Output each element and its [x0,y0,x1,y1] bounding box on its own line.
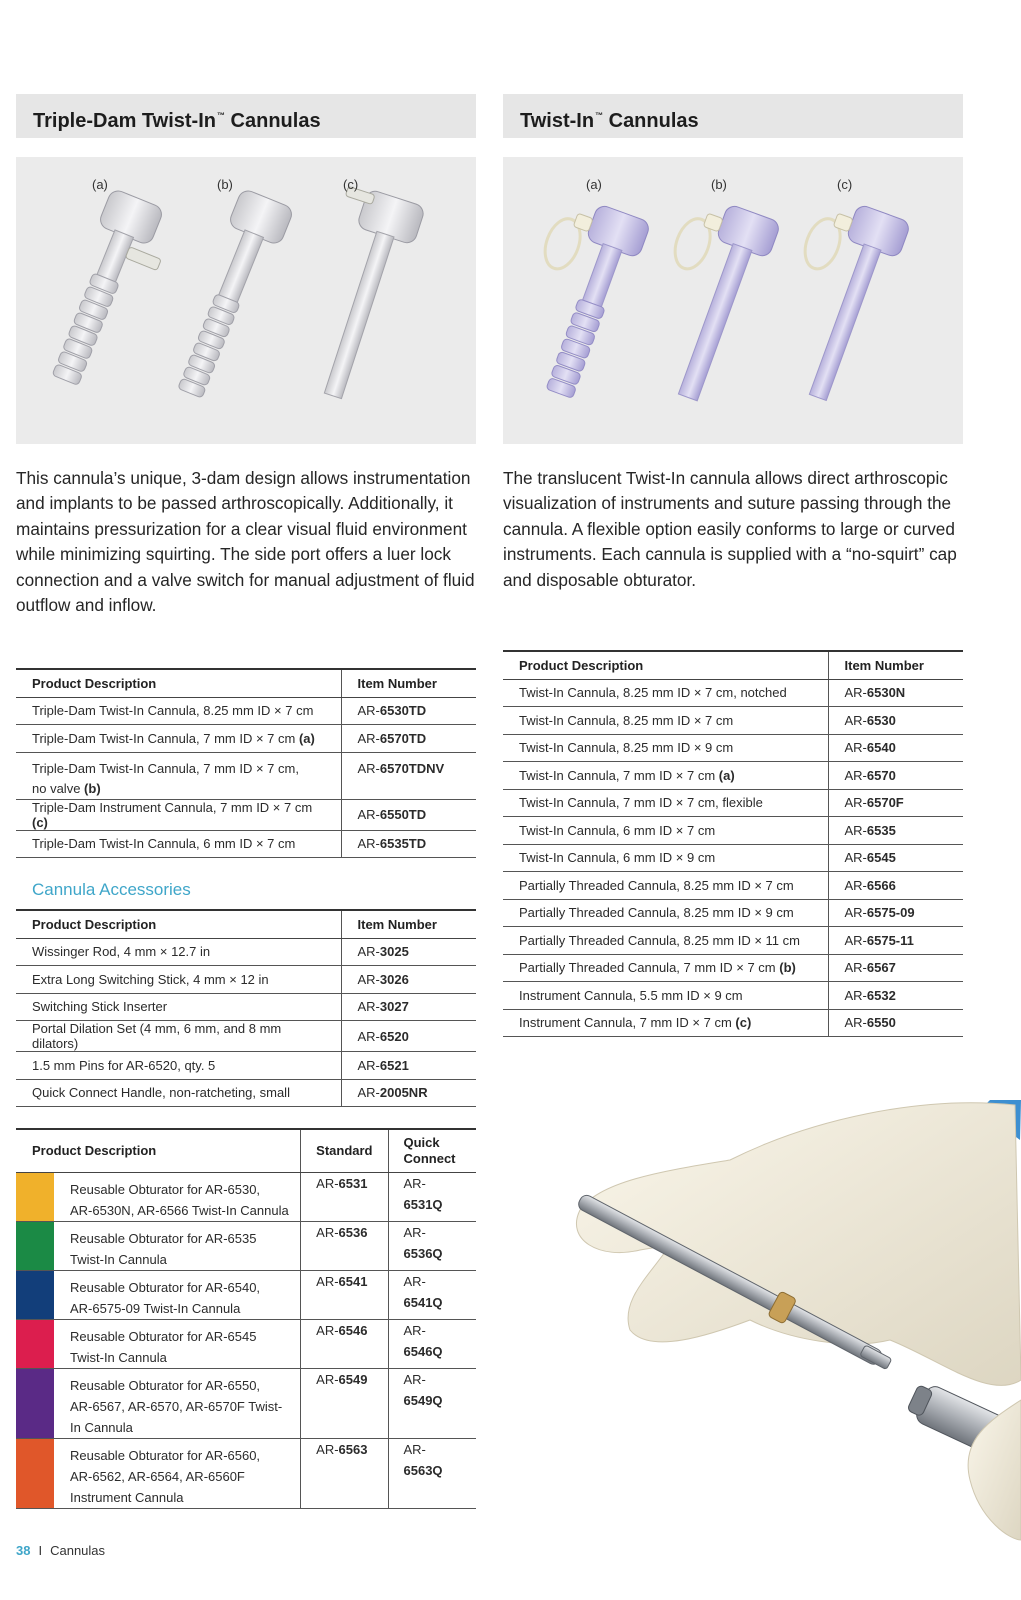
quick-connect-number: AR-6563Q [388,1438,476,1508]
footer-separator: I [38,1543,43,1558]
product-description: Twist-In Cannula, 8.25 mm ID × 7 cm, notched [503,679,828,707]
color-swatch [16,1438,54,1508]
table-row [503,679,963,707]
table-row [503,954,963,982]
table-row [16,1021,476,1052]
table-row [16,1172,476,1221]
product-description: Reusable Obturator for AR-6535 Twist-In Cannula [54,1221,301,1270]
obturator-table [16,1128,476,1509]
twist-in-cannulas-photo [503,157,963,444]
item-number: AR-6570 [828,762,963,790]
table-row [503,927,963,955]
item-number: AR-6535TD [341,830,476,858]
table-row [503,817,963,845]
item-number: AR-6570F [828,789,963,817]
page-number: 38 [16,1543,31,1558]
table-row [503,707,963,735]
item-number: AR-6530N [828,679,963,707]
obturator-table-wrap [16,1128,476,1509]
twist-in-table [503,650,963,1037]
product-description: Partially Threaded Cannula, 8.25 mm ID × 7 cm [503,872,828,900]
product-description: Switching Stick Inserter [16,993,341,1021]
table-row [503,872,963,900]
quick-connect-number: AR-6541Q [388,1270,476,1319]
column-header-item-number: Item Number [828,651,963,679]
table-row [16,752,476,799]
table-row [503,899,963,927]
section-title-text: Twist-In [520,110,595,132]
column-header-description: Product Description [503,651,828,679]
product-description: Partially Threaded Cannula, 7 mm ID × 7 cm (b) [503,954,828,982]
item-number: AR-6550 [828,1009,963,1037]
item-number: AR-6567 [828,954,963,982]
column-header-item-number: Item Number [341,669,476,697]
product-description: Reusable Obturator for AR-6540, AR-6575-09 Twist-In Cannula [54,1270,301,1319]
table-row [16,725,476,753]
table-row [503,982,963,1010]
quick-connect-number: AR-6546Q [388,1319,476,1368]
quick-connect-number: AR-6531Q [388,1172,476,1221]
color-swatch [16,1221,54,1270]
column-header-description: Product Description [16,669,341,697]
product-description: Twist-In Cannula, 7 mm ID × 7 cm, flexible [503,789,828,817]
product-description: Instrument Cannula, 5.5 mm ID × 9 cm [503,982,828,1010]
product-description: Triple-Dam Twist-In Cannula, 7 mm ID × 7 cm, no valve (b) [16,752,341,799]
table-row [16,993,476,1021]
table-row [16,1221,476,1270]
item-number: AR-6540 [828,734,963,762]
trademark-mark: ™ [216,111,225,120]
product-description: Partially Threaded Cannula, 8.25 mm ID × 9 cm [503,899,828,927]
table-row [16,1052,476,1080]
table-row [16,1079,476,1107]
standard-number: AR-6536 [301,1221,388,1270]
standard-number: AR-6546 [301,1319,388,1368]
product-description: Twist-In Cannula, 8.25 mm ID × 9 cm [503,734,828,762]
item-number: AR-6575-11 [828,927,963,955]
triple-dam-cannulas-illustration [16,157,476,444]
item-number: AR-3026 [341,966,476,994]
item-number: AR-3025 [341,938,476,966]
color-swatch [16,1270,54,1319]
item-number: AR-6575-09 [828,899,963,927]
product-description: Twist-In Cannula, 6 mm ID × 7 cm [503,817,828,845]
twist-in-table-wrap [503,650,963,1037]
column-header-quick-connect: Quick Connect [388,1129,476,1172]
table-row [503,1009,963,1037]
table-row [16,830,476,858]
photo-label-b: (b) [711,177,727,192]
table-row [16,1270,476,1319]
photo-label-b: (b) [217,177,233,192]
item-number: AR-6570TD [341,725,476,753]
quick-connect-number: AR-6536Q [388,1221,476,1270]
item-number: AR-6550TD [341,799,476,830]
table-row [16,1438,476,1508]
table-row [16,697,476,725]
photo-label-c: (c) [837,177,853,192]
color-swatch [16,1368,54,1438]
product-description: Triple-Dam Twist-In Cannula, 6 mm ID × 7 cm [16,830,341,858]
color-swatch [16,1172,54,1221]
triple-dam-table-wrap [16,668,476,858]
product-description: Reusable Obturator for AR-6550, AR-6567, AR-6570, AR-6570F Twist- In Cannula [54,1368,301,1438]
section-title-text: Triple-Dam Twist-In [33,110,216,132]
section-title-suffix: Cannulas [224,110,321,132]
table-header-row [16,669,476,697]
item-number: AR-2005NR [341,1079,476,1107]
product-description: Extra Long Switching Stick, 4 mm × 12 in [16,966,341,994]
photo-label-a: (a) [586,177,602,192]
product-description: 1.5 mm Pins for AR-6520, qty. 5 [16,1052,341,1080]
column-header-description: Product Description [16,910,341,938]
table-row [503,734,963,762]
product-description: Reusable Obturator for AR-6530, AR-6530N, AR-6566 Twist-In Cannula [54,1172,301,1221]
section-title-twist-in [503,94,963,138]
item-number: AR-6535 [828,817,963,845]
product-description: Twist-In Cannula, 7 mm ID × 7 cm (a) [503,762,828,790]
color-swatch [16,1319,54,1368]
item-number: AR-6570TDNV [341,752,476,799]
accessories-table [16,909,476,1107]
table-row [503,789,963,817]
product-description: Twist-In Cannula, 8.25 mm ID × 7 cm [503,707,828,735]
quick-connect-number: AR-6549Q [388,1368,476,1438]
product-description: Partially Threaded Cannula, 8.25 mm ID × 11 cm [503,927,828,955]
product-description: Quick Connect Handle, non-ratcheting, small [16,1079,341,1107]
photo-label-a: (a) [92,177,108,192]
trademark-mark: ™ [595,111,604,120]
table-row [16,938,476,966]
product-description: Triple-Dam Twist-In Cannula, 7 mm ID × 7 cm (a) [16,725,341,753]
standard-number: AR-6549 [301,1368,388,1438]
table-row [16,1368,476,1438]
table-row [503,762,963,790]
product-description: Wissinger Rod, 4 mm × 12.7 in [16,938,341,966]
triple-dam-table [16,668,476,858]
section-title-suffix: Cannulas [603,110,699,132]
item-number: AR-6545 [828,844,963,872]
accessories-table-wrap [16,909,476,1107]
photo-label-c: (c) [343,177,359,192]
column-header-item-number: Item Number [341,910,476,938]
table-row [16,966,476,994]
product-description: Instrument Cannula, 7 mm ID × 7 cm (c) [503,1009,828,1037]
triple-dam-description: This cannula’s unique, 3-dam design allows instrumentation and implants to be passed arthroscopically. Additionally, it maintains pressurization for a clear visual fluid environment while minimizing squirting. The side port offers a luer lock connection and a valve switch for manual adjustment of fluid outflow and inflow. [16,468,475,616]
table-row [16,799,476,830]
column-header-description: Product Description [16,1129,301,1172]
accessories-title: Cannula Accessories [32,880,191,899]
table-header-row [16,910,476,938]
item-number: AR-6530TD [341,697,476,725]
product-description: Triple-Dam Instrument Cannula, 7 mm ID × 7 cm (c) [16,799,341,830]
gloved-hand-obturator-illustration [560,1100,1021,1560]
standard-number: AR-6531 [301,1172,388,1221]
table-header-row [16,1129,476,1172]
product-description: Twist-In Cannula, 6 mm ID × 9 cm [503,844,828,872]
table-header-row [503,651,963,679]
section-title-triple-dam [16,94,476,138]
item-number: AR-6530 [828,707,963,735]
item-number: AR-6566 [828,872,963,900]
table-row [503,844,963,872]
standard-number: AR-6563 [301,1438,388,1508]
standard-number: AR-6541 [301,1270,388,1319]
footer-section: Cannulas [50,1543,106,1558]
product-description: Triple-Dam Twist-In Cannula, 8.25 mm ID × 7 cm [16,697,341,725]
product-description: Portal Dilation Set (4 mm, 6 mm, and 8 mm dilators) [16,1021,341,1052]
item-number: AR-6520 [341,1021,476,1052]
product-description: Reusable Obturator for AR-6545 Twist-In Cannula [54,1319,301,1368]
item-number: AR-6532 [828,982,963,1010]
table-row [16,1319,476,1368]
page-footer [16,1543,105,1558]
item-number: AR-6521 [341,1052,476,1080]
column-header-standard: Standard [301,1129,388,1172]
item-number: AR-3027 [341,993,476,1021]
product-description: Reusable Obturator for AR-6560, AR-6562, AR-6564, AR-6560F Instrument Cannula [54,1438,301,1508]
twist-in-cannulas-illustration [503,157,963,444]
twist-in-description: The translucent Twist-In cannula allows direct arthroscopic visualization of instruments and suture passing through the cannula. A flexible option easily conforms to large or curved instruments. Each cannula is supplied with a “no-squirt” cap and disposable obturator. [503,468,957,590]
triple-dam-cannulas-photo [16,157,476,444]
